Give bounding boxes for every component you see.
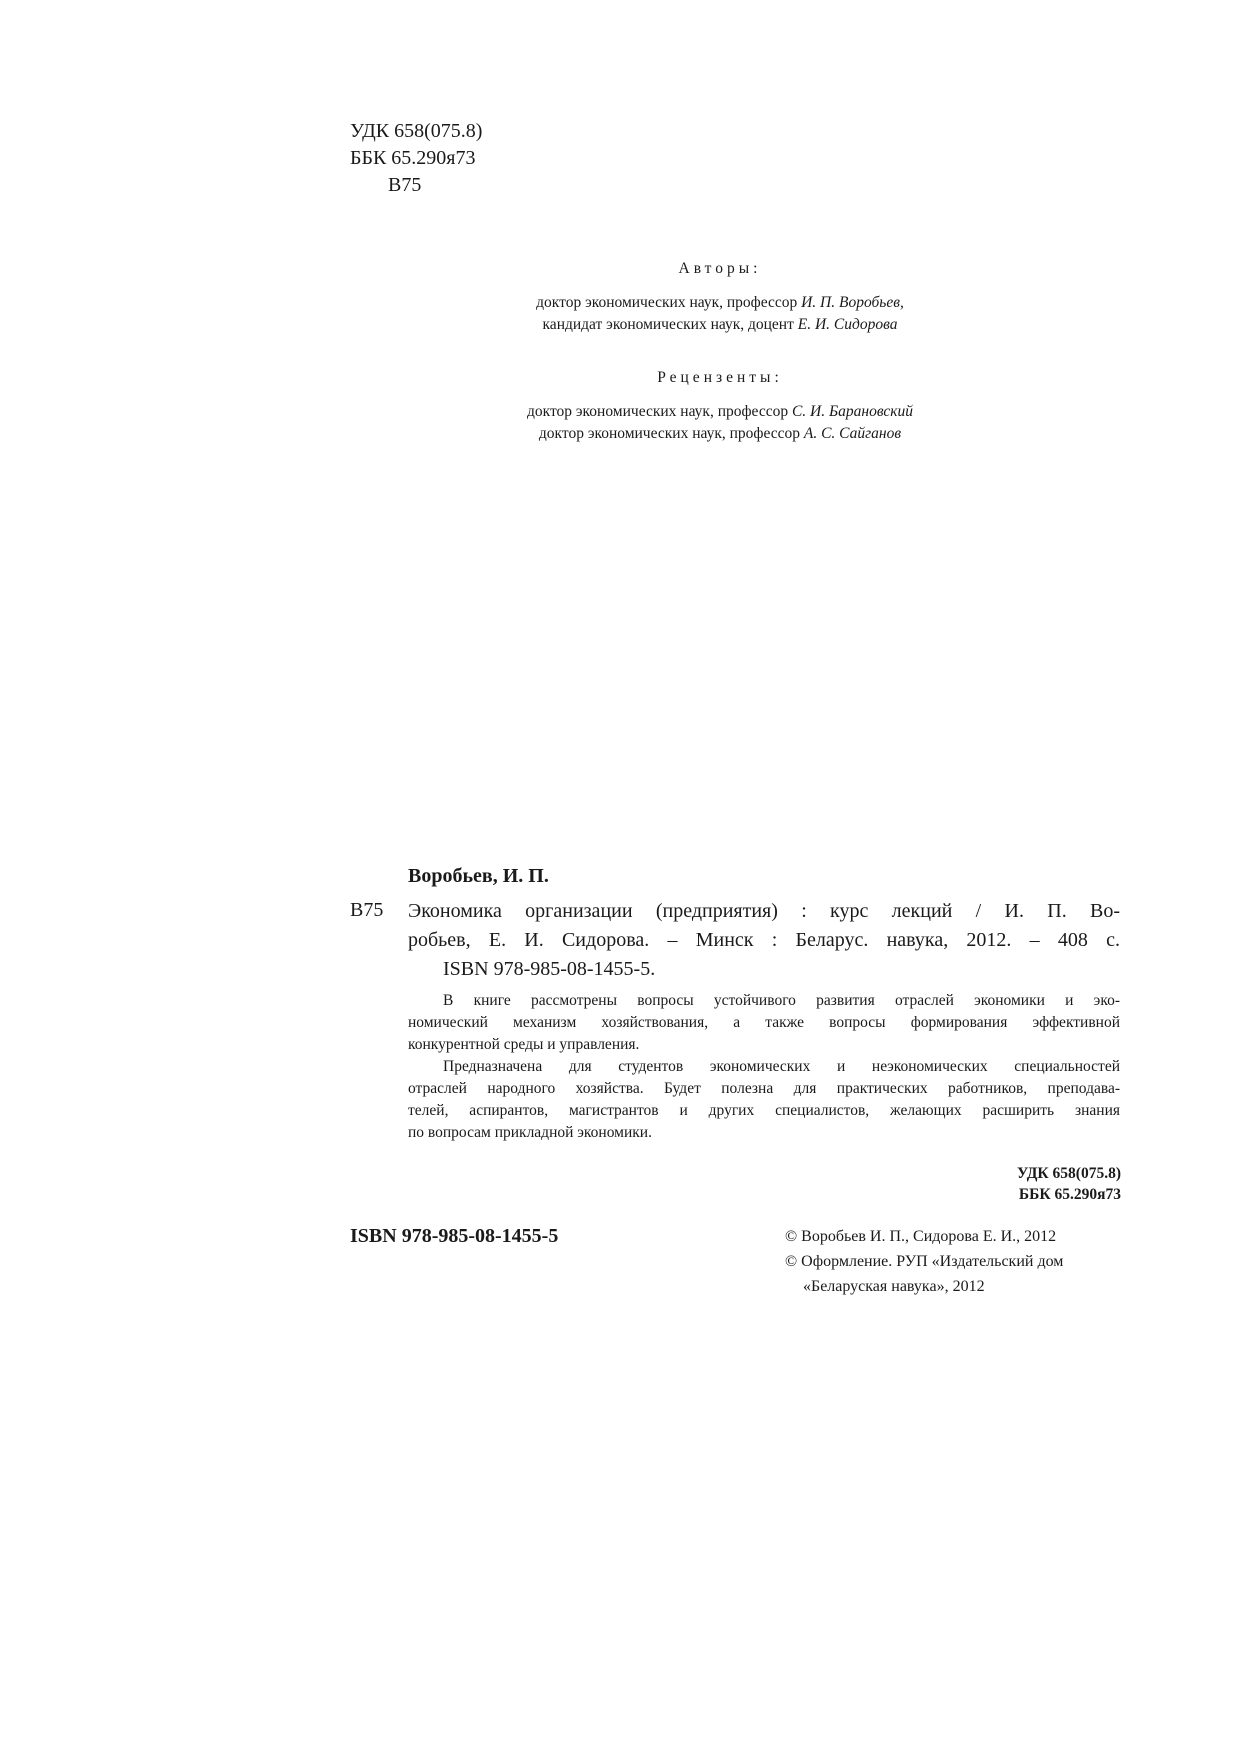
reviewer-name: С. И. Барановский [791,403,913,420]
catalog-isbn: ISBN 978-985-08-1455-5. [443,958,656,980]
copyright-line: © Воробьев И. П., Сидорова Е. И., 2012 [785,1228,1057,1245]
annotation-line: по вопросам прикладной экономики. [408,1124,652,1141]
catalog-code: В75 [350,899,384,921]
classification-block [350,118,482,199]
reviewer-line [470,401,970,423]
author-degree: доктор экономических наук, профессор [536,294,802,311]
reviewer-degree: доктор экономических наук, профессор [527,403,792,420]
annotation-line: конкурентной среды и управления. [408,1036,640,1053]
copyright-block [785,1224,1063,1299]
author-line [470,292,970,314]
copyright-line: © Оформление. РУП «Издательский дом [785,1253,1064,1270]
reviewers-list [470,401,970,445]
author-name: И. П. Воробьев, [801,294,904,311]
reviewer-degree: доктор экономических наук, профессор [538,425,804,442]
annotation-line: номический механизм хозяйствования, а также вопросы формирования эффективной [408,1014,1120,1031]
copyright-line: «Беларуская навука», 2012 [803,1278,985,1295]
authors-list [470,292,970,336]
author-degree: кандидат экономических наук, доцент [542,316,798,333]
annotation-line: отраслей народного хозяйства. Будет полезна для практических работников, преподава- [408,1080,1120,1097]
annotation-line: В книге рассмотрены вопросы устойчивого развития отраслей экономики и эко- [443,992,1120,1009]
reviewers-caption: Рецензенты: [657,369,783,386]
author-mark: В75 [388,174,422,196]
catalog-author-heading: Воробьев, И. П. [408,865,549,887]
reviewer-line [470,423,970,445]
description-line: Экономика организации (предприятия) : курс лекций / И. П. Во- [408,900,1120,922]
annotation [408,990,1120,1144]
annotation-line: телей, аспирантов, магистрантов и других специалистов, желающих расширить знания [408,1102,1120,1119]
isbn: ISBN 978-985-08-1455-5 [350,1225,559,1247]
reviewer-name: А. С. Сайганов [803,425,902,442]
bottom-classification [1017,1163,1121,1205]
annotation-line: Предназначена для студентов экономических и неэкономических специальностей [443,1058,1120,1075]
author-name: Е. И. Сидорова [797,316,898,333]
udk-code: УДК 658(075.8) [350,120,483,142]
bottom-bbk: ББК 65.290я73 [1018,1186,1121,1203]
authors-caption: Авторы: [678,260,762,277]
bottom-udk: УДК 658(075.8) [1016,1165,1121,1182]
catalog-description [408,897,1120,984]
description-line: робьев, Е. И. Сидорова. – Минск : Беларус. навука, 2012. – 408 с. [408,929,1120,951]
author-line [470,314,970,336]
bbk-code: ББК 65.290я73 [350,147,476,169]
